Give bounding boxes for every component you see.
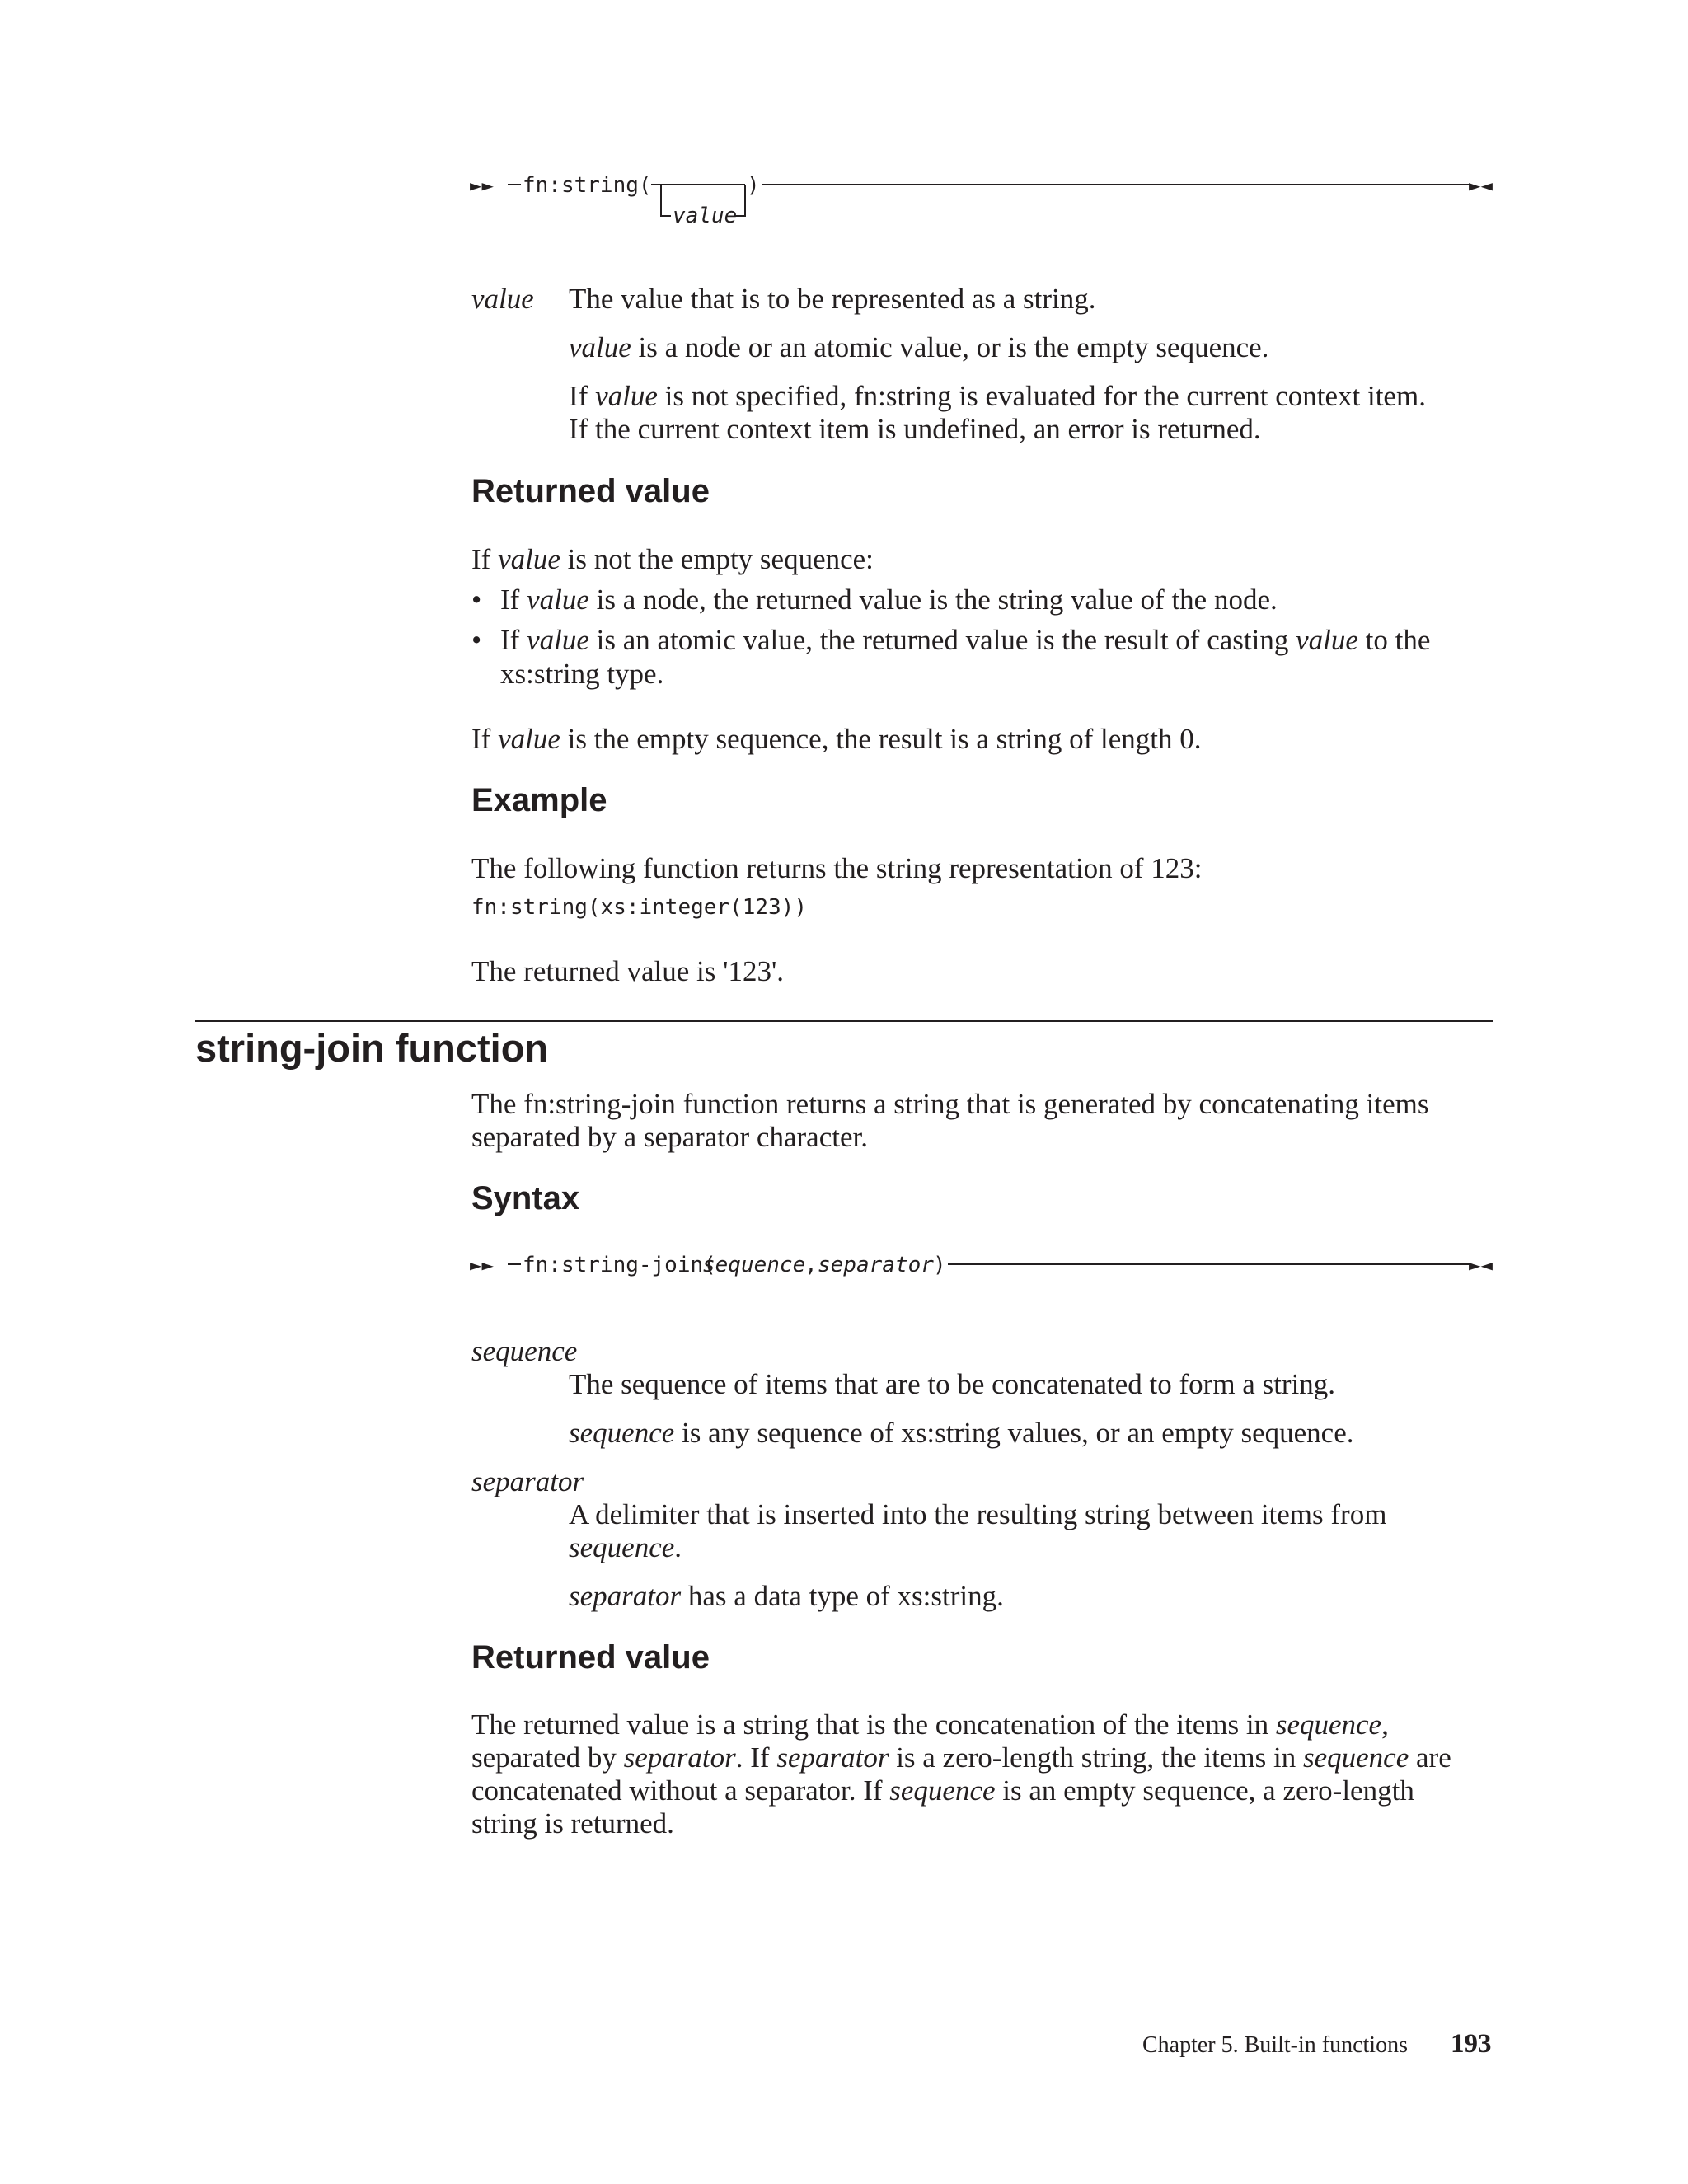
join-returned-value-heading: Returned value xyxy=(471,1639,710,1675)
example-heading: Example xyxy=(471,782,607,818)
param-separator-desc-1b: sequence. xyxy=(569,1531,682,1563)
join-syntax-start-marker: ►► xyxy=(470,1254,494,1277)
join-syntax-arg-sequence: sequence xyxy=(702,1253,806,1277)
example-code: fn:string(xs:integer(123)) xyxy=(471,895,807,920)
returned-value-heading: Returned value xyxy=(471,473,710,509)
returned-value-intro: If value is not the empty sequence: xyxy=(471,543,874,575)
join-returned-line-3: concatenated without a separator. If sequence is an empty sequence, a zero-length xyxy=(471,1774,1414,1807)
param-separator-desc-1: A delimiter that is inserted into the resulting string between items from xyxy=(569,1498,1387,1530)
param-value-desc-3b: If the current context item is undefined, an error is returned. xyxy=(569,413,1261,445)
syntax-optional-arg: value xyxy=(673,204,738,228)
param-separator-desc-2: separator has a data type of xs:string. xyxy=(569,1580,1004,1612)
join-syntax-prefix: fn:string-join( xyxy=(523,1253,716,1277)
param-sequence-desc-2: sequence is any sequence of xs:string values, or an empty sequence. xyxy=(569,1417,1354,1449)
join-syntax-arg-separator: separator xyxy=(818,1253,934,1277)
join-syntax-comma: , xyxy=(804,1253,818,1277)
join-syntax-end-marker: ►◄ xyxy=(1469,1254,1493,1277)
join-returned-line-1: The returned value is a string that is the concatenation of the items in sequence, xyxy=(471,1708,1389,1741)
param-term-value: value xyxy=(471,283,534,315)
example-result: The returned value is '123'. xyxy=(471,955,785,987)
bullet-item-2b: xs:string type. xyxy=(500,658,664,690)
bullet-marker-1: • xyxy=(471,583,482,616)
bullet-marker-2: • xyxy=(471,624,482,656)
bullet-item-1: If value is a node, the returned value is the string value of the node. xyxy=(500,583,1278,616)
param-value-desc-3: If value is not specified, fn:string is evaluated for the current context item. xyxy=(569,380,1426,412)
syntax-end-marker: ►◄ xyxy=(1469,174,1493,197)
join-returned-line-2: separated by separator. If separator is a zero-length string, the items in sequence are xyxy=(471,1741,1451,1774)
param-value-desc-2: value is a node or an atomic value, or is the empty sequence. xyxy=(569,331,1269,363)
returned-value-empty: If value is the empty sequence, the result is a string of length 0. xyxy=(471,723,1202,755)
param-sequence-desc-1: The sequence of items that are to be concatenated to form a string. xyxy=(569,1368,1336,1400)
bullet-item-2: If value is an atomic value, the returned value is the result of casting value to the xyxy=(500,624,1431,656)
page-number: 193 xyxy=(1451,2029,1492,2059)
string-syntax-diagram xyxy=(470,165,1500,239)
syntax-close-paren: ) xyxy=(747,173,760,198)
string-join-description-2: separated by a separator character. xyxy=(471,1121,868,1153)
syntax-function-name: fn:string( xyxy=(523,173,652,198)
param-value-desc-1: The value that is to be represented as a string. xyxy=(569,283,1096,315)
join-returned-line-4: string is returned. xyxy=(471,1807,674,1840)
footer-chapter: Chapter 5. Built-in functions xyxy=(1142,2032,1408,2058)
param-term-sequence: sequence xyxy=(471,1335,578,1367)
param-term-separator: separator xyxy=(471,1465,584,1497)
example-intro: The following function returns the string representation of 123: xyxy=(471,852,1203,884)
section-divider xyxy=(195,1020,1493,1022)
join-syntax-close-paren: ) xyxy=(933,1253,946,1277)
syntax-start-marker: ►► xyxy=(470,174,494,197)
string-join-syntax-diagram xyxy=(470,1244,1500,1286)
syntax-heading: Syntax xyxy=(471,1180,580,1216)
section-title: string-join function xyxy=(195,1026,549,1070)
string-join-description-1: The fn:string-join function returns a string that is generated by concatenating items xyxy=(471,1088,1429,1120)
